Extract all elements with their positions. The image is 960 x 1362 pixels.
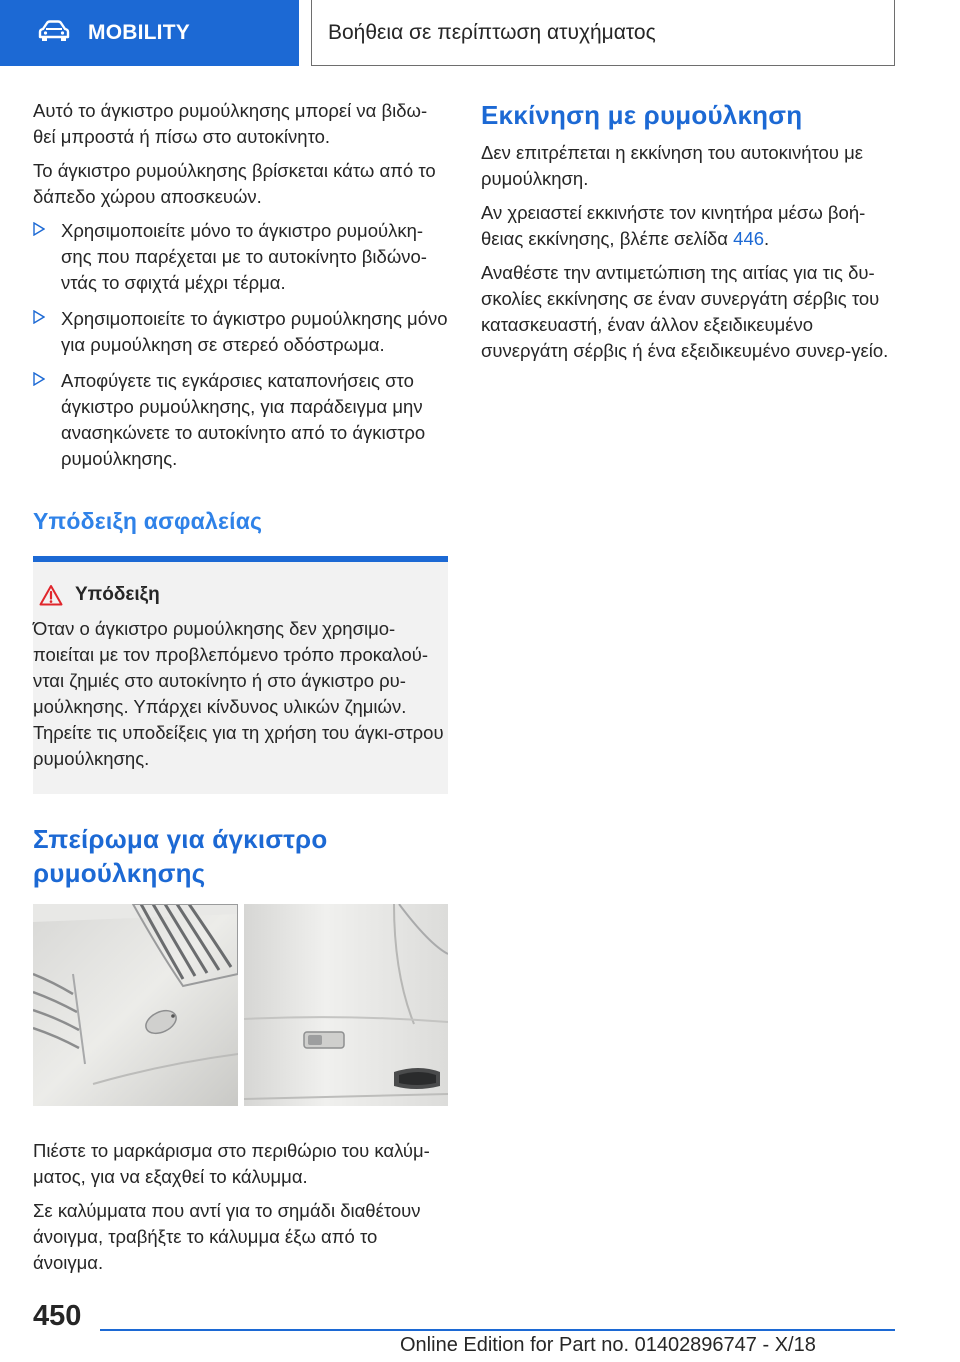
- safety-notice-box: [33, 556, 448, 794]
- notice-label: Υπόδειξη: [75, 584, 160, 605]
- thread-heading-line-1: Σπείρωμα για άγκιστρο: [33, 824, 328, 854]
- section-label: MOBILITY: [88, 21, 190, 44]
- front-bumper-photo: [33, 904, 238, 1106]
- bullet-triangle-icon: [33, 222, 45, 236]
- paragraph-text-end: .: [764, 228, 770, 249]
- right-column: [481, 98, 896, 372]
- left-column: [33, 98, 448, 1284]
- notice-header: [33, 582, 448, 608]
- caption-1: Πιέστε το μαρκάρισμα στο περιθώριο του καλύμ‐ματος, για να εξαχθεί το κάλυμμα.: [33, 1140, 430, 1187]
- section-tab[interactable]: [0, 0, 299, 66]
- list-item: [33, 368, 448, 472]
- footer-divider: [100, 1329, 895, 1331]
- tow-start-paragraph-2: [481, 200, 896, 252]
- rear-bumper-photo: [244, 904, 448, 1106]
- bullet-text: Αποφύγετε τις εγκάρσιες καταπονήσεις στο άγκιστρο ρυμούλκησης, για παράδειγμα μην ανασηκώνετε το αυτοκίνητο από το άγκιστρο ρυμούλκησης.: [61, 370, 426, 469]
- page-number: 450: [33, 1300, 82, 1332]
- tow-start-paragraph-1: Δεν επιτρέπεται η εκκίνηση του αυτοκινήτου με ρυμούλκηση.: [481, 142, 864, 189]
- tow-start-paragraph-3: Αναθέστε την αντιμετώπιση της αιτίας για τις δυ‐σκολίες εκκίνησης σε έναν συνεργάτη σέρβις του κατασκευαστή, έναν άλλον εξειδικευμένο συνεργάτη σέρβις ή ένα εξειδικευμένο συνερ‐γείο.: [481, 262, 889, 361]
- bullet-text: Χρησιμοποιείτε το άγκιστρο ρυμούλκησης μόνο για ρυμούλκηση σε στερεό οδόστρωμα.: [61, 308, 448, 355]
- paragraph-text: Αν χρειαστεί εκκινήστε τον κινητήρα μέσω βοή‐θειας εκκίνησης, βλέπε σελίδα: [481, 202, 866, 249]
- intro-paragraph-1: Αυτό το άγκιστρο ρυμούλκησης μπορεί να βιδω‐θεί μπροστά ή πίσω στο αυτοκίνητο.: [33, 100, 428, 147]
- tow-start-heading: Εκκίνηση με ρυμούλκηση: [481, 100, 803, 130]
- tow-hook-cover-photos: [33, 904, 448, 1106]
- car-icon: [38, 20, 70, 47]
- page-reference-link[interactable]: 446: [733, 228, 765, 249]
- notice-text: Όταν ο άγκιστρο ρυμούλκησης δεν χρησιμο‐ποιείται με τον προβλεπόμενο τρόπο προκαλού‐νται ζημιές στο αυτοκίνητο ή στο άγκιστρο ρυ‐μούλκησης. Υπάρχει κίνδυνος υλικών ζημιών. Τηρείτε τις υποδείξεις για τη χρήση του άγκι‐στρου ρυμούλκησης.: [33, 618, 444, 769]
- bullet-triangle-icon: [33, 310, 45, 324]
- list-item: [33, 306, 448, 358]
- thread-heading-line-2: ρυμούλκησης: [33, 858, 206, 888]
- warning-icon: [39, 584, 63, 606]
- footer-edition: Online Edition for Part no. 01402896747 - X/18: [400, 1334, 816, 1356]
- bullet-text: Χρησιμοποιείτε μόνο το άγκιστρο ρυμούλκη‐σης που παρέχεται με το αυτοκίνητο βιδώνο‐ντάς το σφιχτά μέχρι τέρμα.: [61, 220, 427, 293]
- bullet-list: [33, 218, 448, 472]
- chapter-title: Βοήθεια σε περίπτωση ατυχήματος: [328, 20, 656, 44]
- bullet-triangle-icon: [33, 372, 45, 386]
- intro-paragraph-2: Το άγκιστρο ρυμούλκησης βρίσκεται κάτω από το δάπεδο χώρου αποσκευών.: [33, 160, 436, 207]
- caption-2: Σε καλύμματα που αντί για το σημάδι διαθέτουν άνοιγμα, τραβήξτε το κάλυμμα έξω από το άνοιγμα.: [33, 1200, 421, 1273]
- safety-heading: Υπόδειξη ασφαλείας: [33, 508, 263, 534]
- list-item: [33, 218, 448, 296]
- thread-heading: [33, 822, 448, 890]
- chapter-header: [311, 0, 895, 66]
